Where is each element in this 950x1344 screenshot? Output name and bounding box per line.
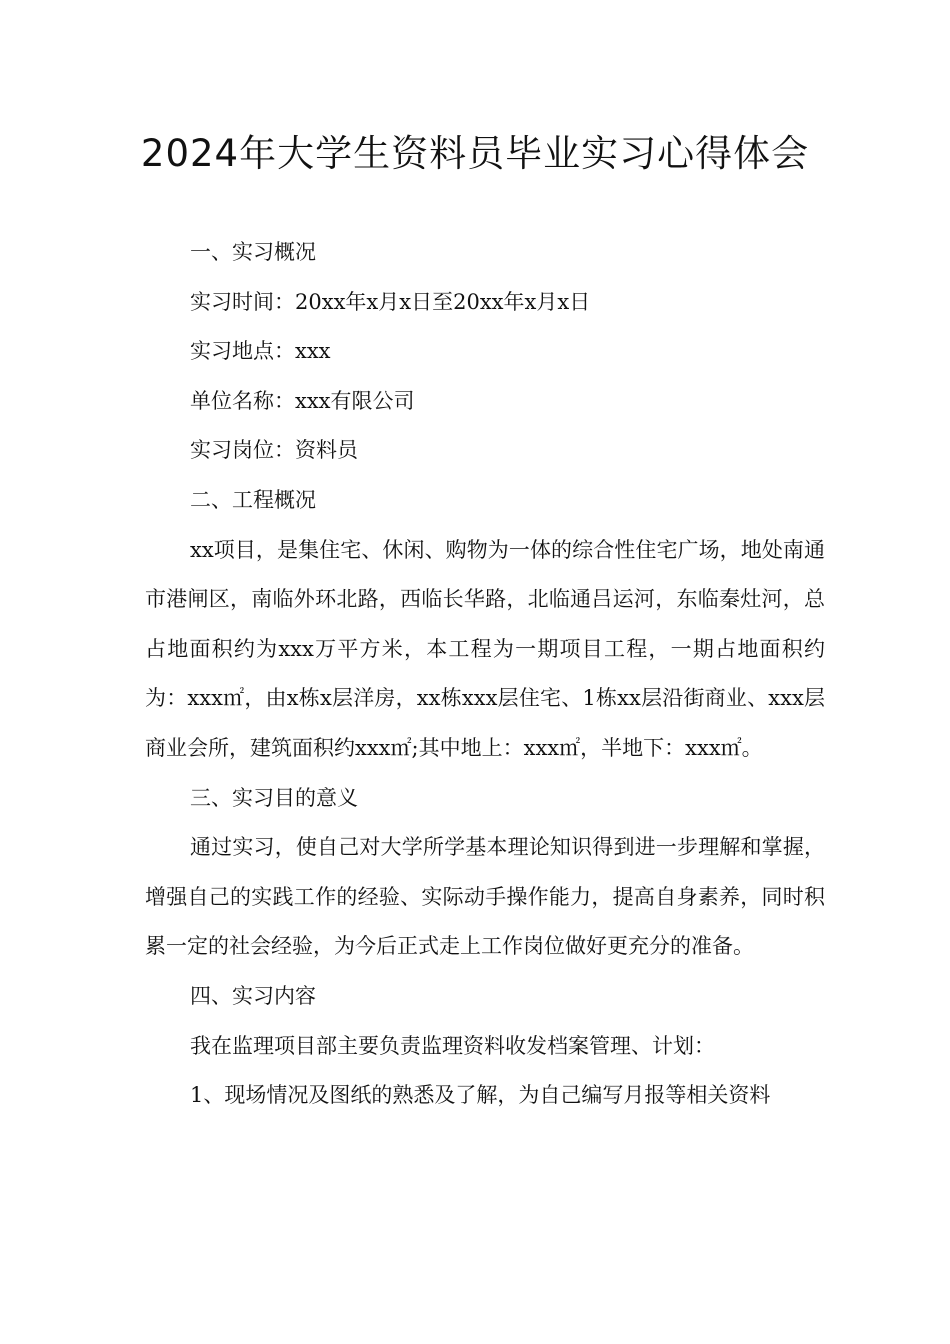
document-body (145, 228, 825, 1121)
section-heading-purpose: 三、实习目的意义 (190, 785, 358, 810)
content-item-1: 1、现场情况及图纸的熟悉及了解，为自己编写月报等相关资料 (190, 1083, 771, 1108)
internship-time: 实习时间：20xx年x月x日至20xx年x月x日 (190, 289, 591, 314)
section-heading-project: 二、工程概况 (190, 487, 316, 512)
document-title: 2024年大学生资料员毕业实习心得体会 (140, 132, 810, 175)
internship-location: 实习地点：xxx (190, 339, 331, 364)
internship-position: 实习岗位：资料员 (190, 438, 358, 463)
section-heading-overview: 一、实习概况 (190, 240, 316, 264)
project-description: xx项目，是集住宅、休闲、购物为一体的综合性住宅广场，地处南通市港闸区，南临外环北路，西临长华路，北临通吕运河，东临秦灶河，总占地面积约为xxx万平方米，本工程为一期项目工程，一期占地面积约为：xxx㎡，由x栋x层洋房，xx栋xxx层住宅、1栋xx层沿街商业、xxx层商业会所，建筑面积约xxx㎡;其中地上：xxx㎡，半地下：xxx㎡。 (145, 537, 825, 760)
content-intro: 我在监理项目部主要负责监理资料收发档案管理、计划： (190, 1033, 715, 1058)
purpose-description: 通过实习，使自己对大学所学基本理论知识得到进一步理解和掌握，增强自己的实践工作的经验、实际动手操作能力，提高自身素养，同时积累一定的社会经验，为今后正式走上工作岗位做好更充分的准备。 (145, 835, 825, 959)
section-heading-content: 四、实习内容 (190, 983, 316, 1008)
company-name: 单位名称：xxx有限公司 (190, 388, 415, 413)
